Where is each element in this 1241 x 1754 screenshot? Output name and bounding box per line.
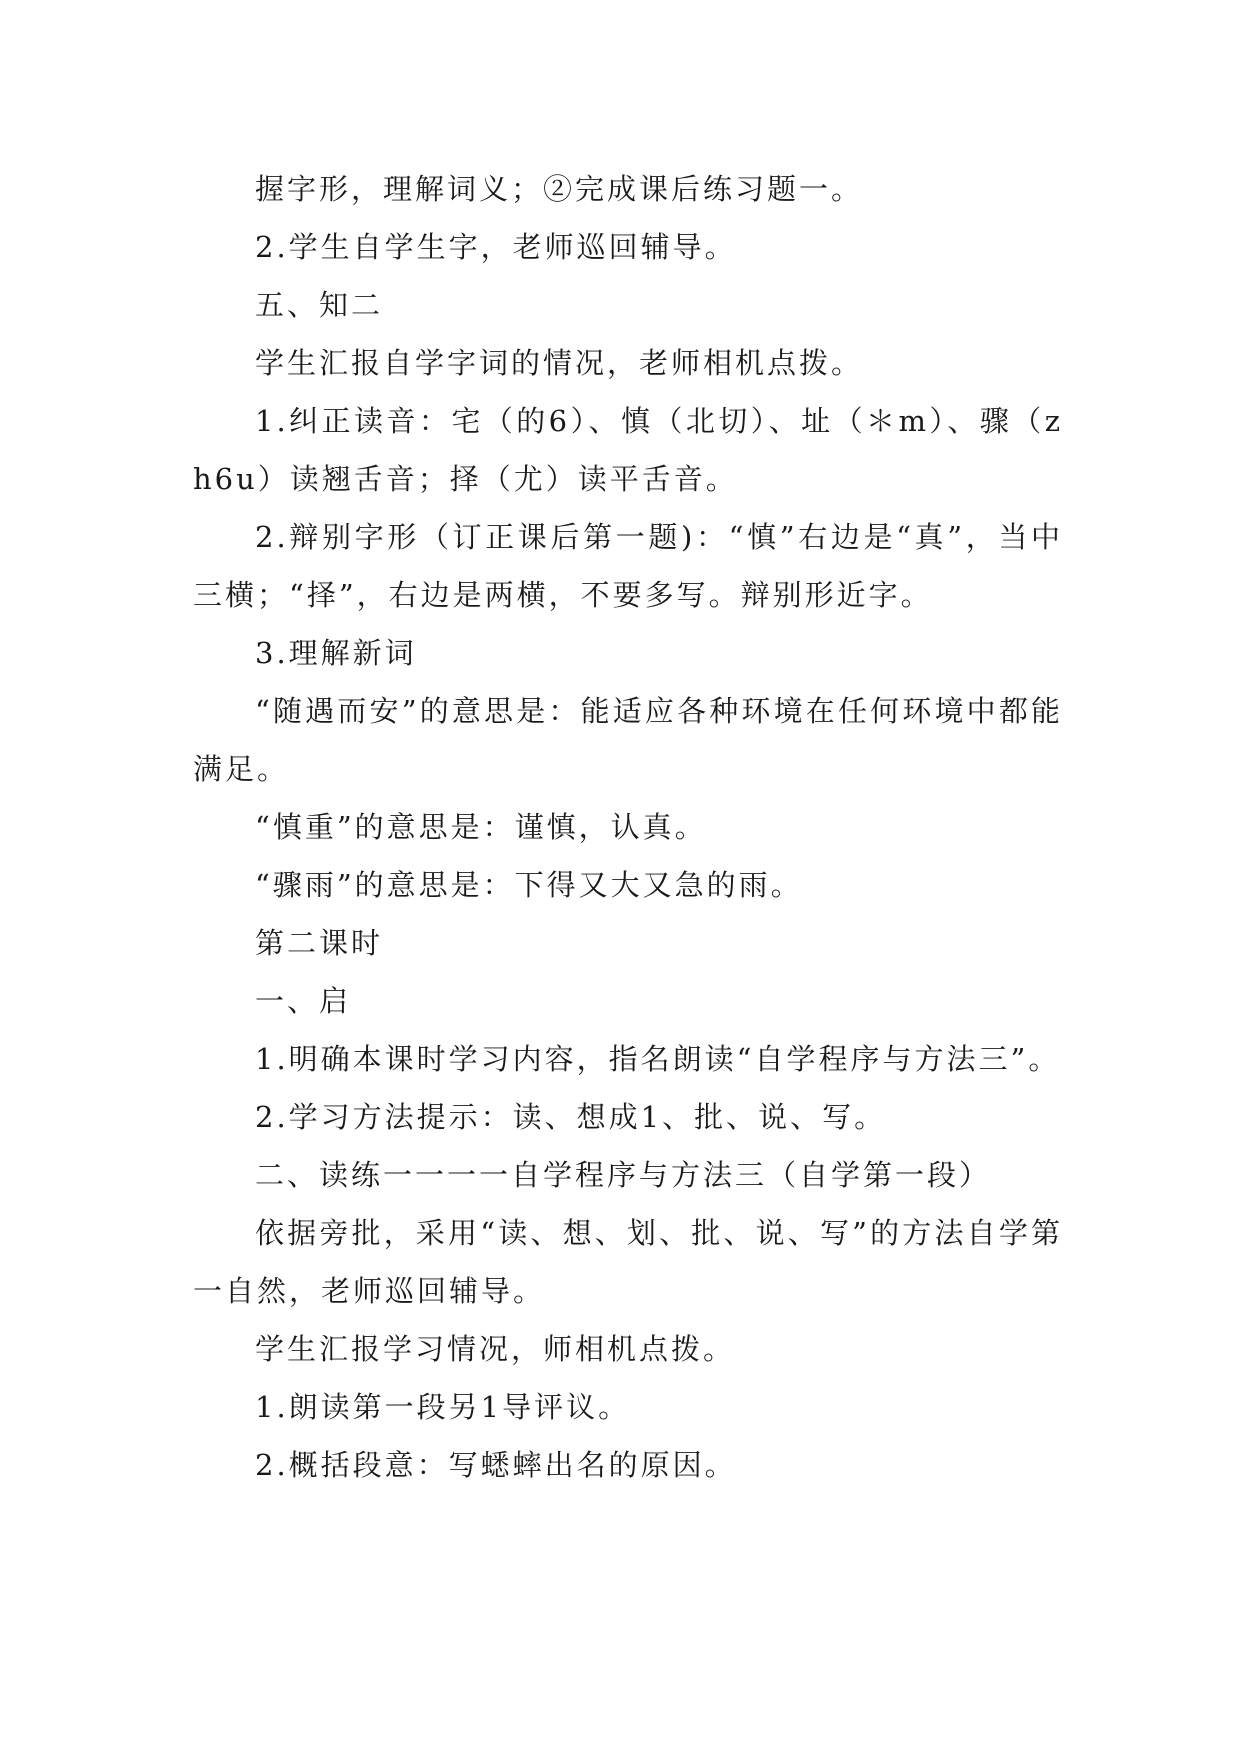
paragraph: 1.朗读第一段另1导评议。 — [255, 1390, 631, 1424]
paragraph: 握字形，理解词义；②完成课后练习题一。 — [255, 172, 864, 206]
paragraph: “慎重”的意思是：谨慎，认真。 — [255, 810, 707, 844]
paragraph: “骤雨”的意思是：下得又大又急的雨。 — [255, 868, 803, 902]
section-heading: 第二课时 — [255, 926, 384, 960]
paragraph: 学生汇报自学字词的情况，老师相机点拨。 — [255, 346, 864, 380]
paragraph: 学生汇报学习情况，师相机点拨。 — [255, 1332, 736, 1366]
paragraph: 3.理解新词 — [255, 636, 417, 670]
paragraph: 2.概括段意：写蟋蟀出名的原因。 — [255, 1448, 737, 1482]
section-heading: 五、知二 — [255, 288, 384, 322]
paragraph: 依据旁批，采用“读、想、划、批、说、写”的方法自学第一自然，老师巡回辅导。 — [193, 1216, 1063, 1308]
paragraph: “随遇而安”的意思是：能适应各种环境在任何环境中都能满足。 — [193, 694, 1063, 786]
paragraph: 2.辩别字形（订正课后第一题)：“慎”右边是“真”，当中三横；“择”，右边是两横，不要多写。辩别形近字。 — [193, 520, 1063, 612]
paragraph: 1.纠正读音：宅（的6）、慎（北切）、址（＊m）、骤（zh6u）读翘舌音；择（尤）读平舌音。 — [193, 404, 1063, 496]
paragraph: 2.学习方法提示：读、想成1、批、说、写。 — [255, 1100, 887, 1134]
paragraph: 2.学生自学生字，老师巡回辅导。 — [255, 230, 737, 264]
document-body — [193, 160, 1063, 1494]
section-heading: 一、启 — [255, 984, 352, 1018]
paragraph: 1.明确本课时学习内容，指名朗读“自学程序与方法三”。 — [255, 1042, 1061, 1076]
section-heading: 二、读练一一一一自学程序与方法三（自学第一段） — [255, 1158, 992, 1192]
